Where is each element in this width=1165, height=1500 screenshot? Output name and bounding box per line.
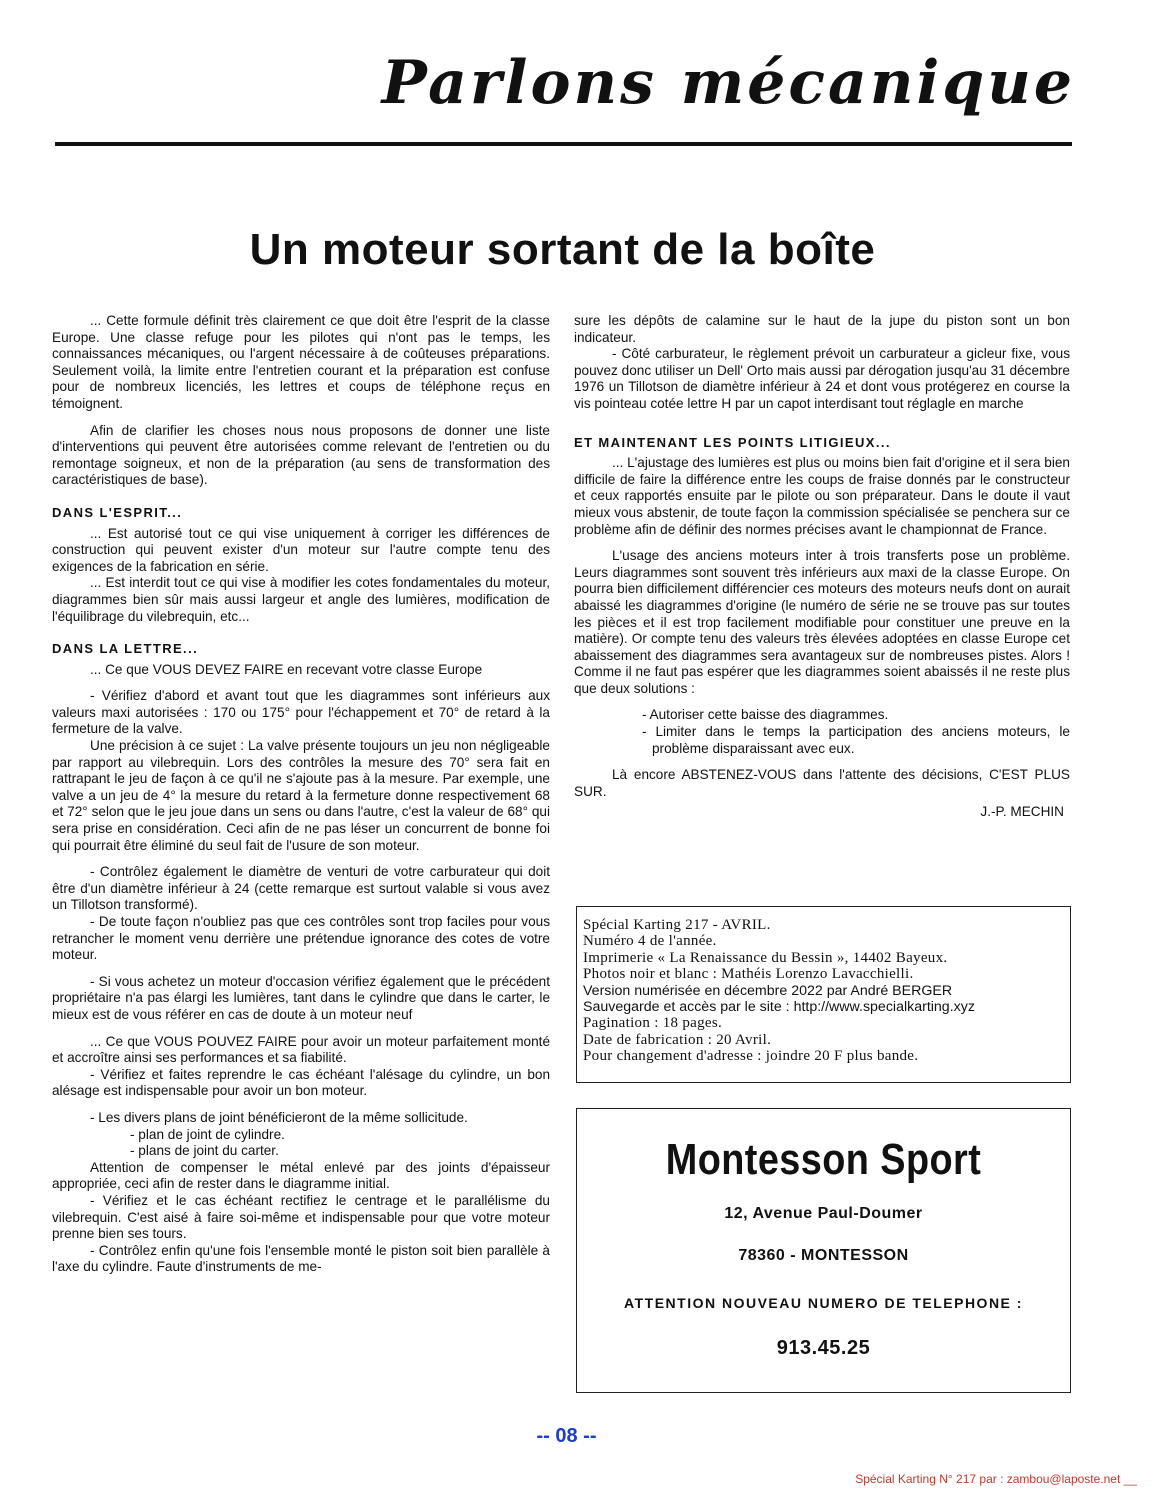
list-item: - Autoriser cette baisse des diagrammes. xyxy=(642,707,889,723)
info-line: Date de fabrication : 20 Avril. xyxy=(583,1031,772,1048)
info-line: Numéro 4 de l'année. xyxy=(583,933,717,950)
ad-notice: ATTENTION NOUVEAU NUMERO DE TELEPHONE : xyxy=(624,1295,1023,1311)
info-line: Spécial Karting 217 - AVRIL. xyxy=(583,917,771,933)
info-line: Sauvegarde et accès par le site : http://www.specialkarting.xyz xyxy=(583,999,975,1016)
info-line: Pagination : 18 pages. xyxy=(583,1015,723,1032)
paragraph: ... Est autorisé tout ce qui vise uniquement à corriger les différences de construction qui peuvent exister d'un moteur sur l'autre compte tenu des exigences de la fabrication en série. xyxy=(52,525,550,574)
paragraph: L'usage des anciens moteurs inter à trois transferts pose un problème. Leurs diagrammes sont souvent très inférieurs aux maxi de la classe Europe. On pourra bien difficilement différencier ces moteurs des moteurs neufs dont on aurait abaissé les diagrammes d'origine (le numéro de série ne se trouve pas sur toutes les pièces et il est trop facilement modifiable pour constituer une preuve en la matière). Or compte tenu des valeurs très élevées adoptées en classe Europe cet abaissement des diagrammes sera avantageux sur de nombreuses pistes. Alors ! Comme il ne faut pas espérer que les diagrammes soient abaissés il ne reste plus que deux solutions : xyxy=(574,548,1070,696)
paragraph: - Vérifiez d'abord et avant tout que les diagrammes sont inférieurs aux valeurs maxi autorisées : 170 ou 175° pour l'échappement et 70° de retard à la fermeture de la valve. xyxy=(52,688,550,737)
paragraph: Attention de compenser le métal enlevé par des joints d'épaisseur appropriée, ceci afin de rester dans le diagramme initial. xyxy=(52,1159,550,1192)
author-signature: J.-P. MECHIN xyxy=(980,804,1064,820)
paragraph: ... Ce que VOUS POUVEZ FAIRE pour avoir un moteur parfaitement monté et accroître ainsi ses performances et sa fiabilité. xyxy=(52,1033,550,1066)
info-line: Version numérisée en décembre 2022 par André BERGER xyxy=(583,982,953,999)
list-item: - plan de joint de cylindre. xyxy=(130,1126,285,1142)
info-line: Imprimerie « La Renaissance du Bessin », 14402 Bayeux. xyxy=(583,949,948,966)
article-column-right xyxy=(574,313,1070,821)
paragraph: sure les dépôts de calamine sur le haut de la jupe du piston sont un bon indicateur. xyxy=(574,313,1070,345)
info-line: Pour changement d'adresse : joindre 20 F plus bande. xyxy=(583,1048,919,1065)
paragraph: ... Est interdit tout ce qui vise à modifier les cotes fondamentales du moteur, diagrammes bien sûr mais aussi largeur et angle des lumières, modification de l'équilibrage du vilebrequin, etc... xyxy=(52,575,550,624)
paragraph: Afin de clarifier les choses nous nous proposons de donner une liste d'interventions qui peuvent être autorisées comme relevant de l'entretien ou du remontage soigneux, et non de la préparation (au sens de transformation des caractéristiques de base). xyxy=(52,422,550,488)
paragraph: Une précision à ce sujet : La valve présente toujours un jeu non négligeable par rapport au vilebrequin. Lors des contrôles la mesure des 70° sera fait en rattrapant le jeu de façon à ce qu'il ne s'ajoute pas à la mesure. Par exemple, une valve a un jeu de 4° la mesure du retard à la fermeture donne respectivement 68 et 72° selon que le jeu joue dans un sens ou dans l'autre, c'est la valeur de 68° qui sera prise en considération. Ceci afin de ne pas léser un concurrent de bonne foi qui pourrait être éliminé du seul fait de l'usure de son moteur. xyxy=(52,738,550,853)
paragraph: ... L'ajustage des lumières est plus ou moins bien fait d'origine et il sera bien difficile de faire la différence entre les coups de fraise donnés par le constructeur et ceux rapportés ensuite par le pilote ou son préparateur. Dans le doute il vaut mieux vous abstenir, de toute façon la commission spécialisée se penchera sur ce problème afin de définir des normes précises avant le championnat de France. xyxy=(574,455,1070,537)
paragraph: - De toute façon n'oubliez pas que ces contrôles sont trop faciles pour vous retrancher le moment venu derrière une prétendue ignorance des cotes de votre moteur. xyxy=(52,914,550,963)
ad-business-name: Montesson Sport xyxy=(665,1135,982,1184)
subheading: DANS LA LETTRE... xyxy=(52,641,199,657)
list-item: - plans de joint du carter. xyxy=(130,1143,279,1159)
info-line: Photos noir et blanc : Mathéis Lorenzo Lavacchielli. xyxy=(583,966,914,983)
publication-info-box xyxy=(576,906,1071,1083)
paragraph: - Vérifiez et faites reprendre le cas échéant l'alésage du cylindre, un bon alésage est indispensable pour avoir un bon moteur. xyxy=(52,1066,550,1099)
paragraph: ... Ce que VOUS DEVEZ FAIRE en recevant votre classe Europe xyxy=(90,661,483,677)
subheading: ET MAINTENANT LES POINTS LITIGIEUX... xyxy=(574,434,891,450)
paragraph: Là encore ABSTENEZ-VOUS dans l'attente des décisions, C'EST PLUS SUR. xyxy=(574,767,1070,799)
paragraph: - Si vous achetez un moteur d'occasion vérifiez également que le précédent propriétaire n'a pas élargi les lumières, tant dans le cylindre que dans le carter, le mieux est de vous référer en cas de doute à un moteur neuf xyxy=(52,973,550,1022)
paragraph: - Contrôlez également le diamètre de venturi de votre carburateur qui doit être d'un diamètre inférieur à 24 (cette remarque est surtout valable si vous avez un Tillotson transformé). xyxy=(52,864,550,913)
article-column-left xyxy=(52,313,550,1276)
paragraph: - Vérifiez et le cas échéant rectifiez le centrage et le parallélisme du vilebrequin. C'est aisé à faire soi-même et indispensable pour que votre moteur prenne bien ses tours. xyxy=(52,1192,550,1242)
subheading: DANS L'ESPRIT... xyxy=(52,504,183,520)
advertisement-box xyxy=(576,1108,1071,1393)
paragraph: - Contrôlez enfin qu'une fois l'ensemble monté le piston soit bien parallèle à l'axe du cylindre. Faute d'instruments de me- xyxy=(52,1242,550,1275)
paragraph: - Les divers plans de joint bénéficieront de la même sollicitude. xyxy=(90,1109,468,1125)
section-header: Parlons mécanique xyxy=(381,48,1075,118)
ad-city: 78360 - MONTESSON xyxy=(738,1247,909,1264)
ad-phone-number: 913.45.25 xyxy=(776,1337,871,1359)
paragraph: - Côté carburateur, le règlement prévoit un carburateur a gicleur fixe, vous pouvez donc utiliser un Dell' Orto mais aussi par dérogation jusqu'au 31 décembre 1976 un Tillotson de diamètre inférieur à 24 et dont vous protégerez en course la vis pointeau cotée lettre H par un capot interdisant tout réglagle en marche xyxy=(574,346,1070,411)
footer-credit: Spécial Karting N° 217 par : zambou@laposte.net __ xyxy=(855,1472,1137,1486)
article-title: Un moteur sortant de la boîte xyxy=(249,225,876,274)
page-number: -- 08 -- xyxy=(536,1425,597,1447)
ad-address: 12, Avenue Paul-Doumer xyxy=(724,1205,923,1222)
header-rule xyxy=(55,142,1072,146)
paragraph: ... Cette formule définit très clairement ce que doit être l'esprit de la classe Europe. Une classe refuge pour les pilotes qui n'ont pas le temps, les connaissances mécaniques, ou l'argent nécessaire à de coûteuses préparations. Seulement voilà, la limite entre l'entretien courant et la préparation est confuse pour de nombreux licenciés, les lettres et coups de téléphone reçus en témoignent. xyxy=(52,313,550,411)
list-item: - Limiter dans le temps la participation des anciens moteurs, le problème disparaissant avec eux. xyxy=(642,724,1070,756)
